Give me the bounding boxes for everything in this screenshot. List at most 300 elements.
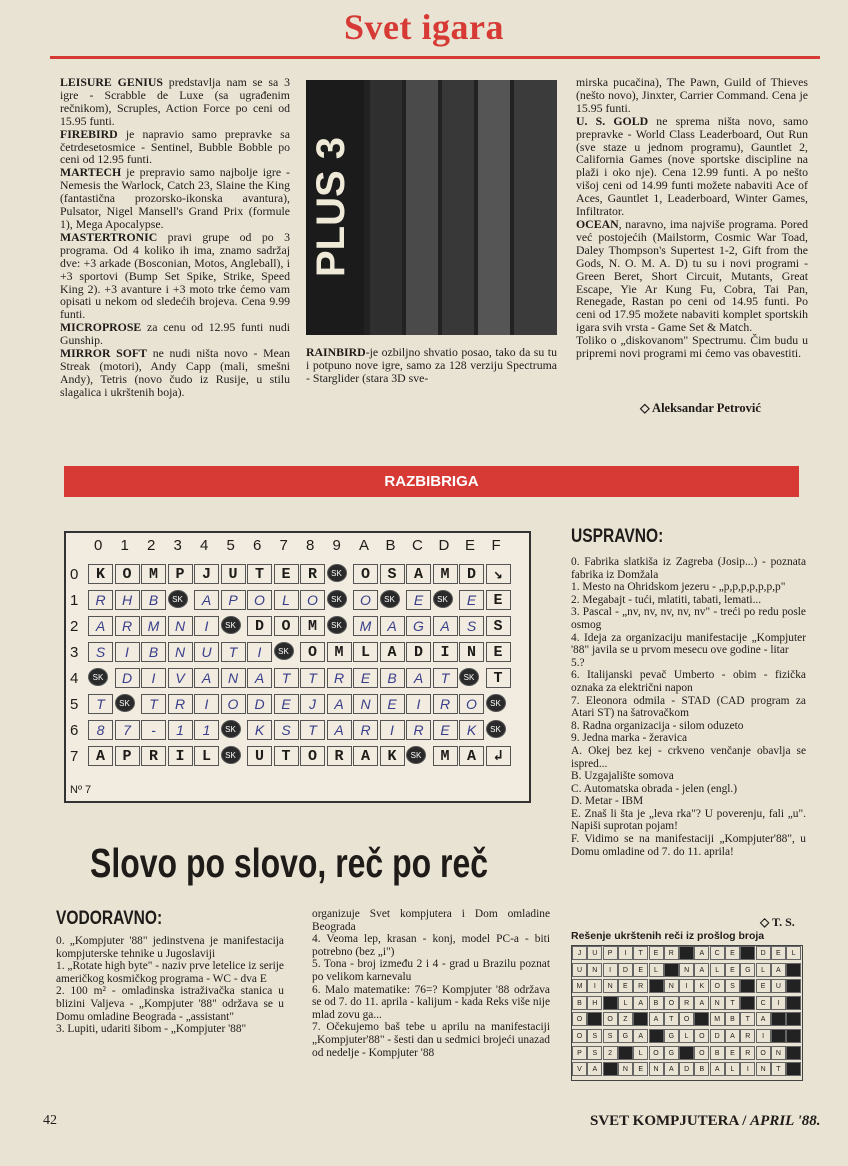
footer-magazine: SVET KOMPJUTERA / APRIL '88. [590, 1113, 821, 1129]
crossword-black-cell: SK [88, 668, 108, 686]
solution-cell: N [603, 979, 618, 993]
crossword-cell: P [221, 590, 246, 610]
crossword-cell: 1 [168, 720, 193, 740]
solution-cell: H [587, 996, 602, 1010]
crossword-cell: R [141, 746, 166, 766]
solution-cell: A [710, 1062, 725, 1076]
solution-black-cell [649, 1029, 664, 1043]
crossword-cell: G [406, 616, 431, 636]
solution-cell: N [679, 963, 694, 977]
crossword-cell: I [115, 642, 140, 662]
solution-cell: A [633, 1029, 648, 1043]
solution-cell: G [740, 963, 755, 977]
article-author: ◇ Aleksandar Petrović [640, 401, 761, 415]
article-paragraph: U. S. GOLD ne sprema ništa novo, samo prepravke - World Class Leaderboard, Out Run (sve staze u jednom programu), Gauntlet 2, California Games (nove sportske discipline na plaži i oko nje). Cena 12.99 funti. A po nešto višoj ceni od 14.99 funti možete nabaviti Ace of Aces, Gauntlet 1, Leaderboard, Winter Games, Infiltrator. [576, 113, 808, 219]
crossword-cell: T [433, 668, 458, 688]
solution-cell: S [725, 979, 740, 993]
clue-item: A. Okej bez kej - crkveno venčanje obavlja se ispred... [571, 744, 806, 770]
solution-cell: U [587, 946, 602, 960]
solution-cell: G [664, 1046, 679, 1060]
crossword-cell: N [221, 668, 246, 688]
crossword-cell: P [168, 564, 193, 584]
crossword-cell: T [300, 668, 325, 688]
clue-item: 0. „Kompjuter '88" jedinstvena je manifestacija kompjuterske tehnike u Jugoslaviji [56, 935, 284, 960]
solution-cell: E [725, 1046, 740, 1060]
solution-cell: C [756, 996, 771, 1010]
vodoravno-heading: VODORAVNO: [56, 908, 163, 929]
crossword-cell: L [194, 746, 219, 766]
solution-black-cell [786, 1062, 801, 1076]
solution-cell: O [694, 1046, 709, 1060]
solution-cell: E [725, 946, 740, 960]
crossword-black-cell: SK [221, 616, 241, 634]
solution-cell: D [756, 946, 771, 960]
crossword-cell: I [168, 746, 193, 766]
solution-cell: E [756, 979, 771, 993]
crossword-cell: U [194, 642, 219, 662]
solution-title: Rešenje ukrštenih reči iz prošlog broja [571, 930, 765, 942]
crossword-cell: T [221, 642, 246, 662]
crossword-black-cell: SK [115, 694, 135, 712]
crossword-cell: D [406, 642, 431, 662]
solution-cell: I [756, 1029, 771, 1043]
crossword-cell: A [194, 668, 219, 688]
solution-cell: L [618, 996, 633, 1010]
crossword-cell: R [327, 746, 352, 766]
crossword-row-index: 6 [70, 722, 79, 739]
crossword-black-cell: SK [274, 642, 294, 660]
solution-cell: E [633, 963, 648, 977]
crossword-cell: O [459, 694, 484, 714]
solution-cell: S [603, 1029, 618, 1043]
crossword-cell: R [88, 590, 113, 610]
crossword-black-cell: SK [327, 590, 347, 608]
crossword-cell: T [486, 668, 511, 688]
crossword-col-index: 8 [306, 537, 315, 554]
crossword-col-index: E [465, 537, 476, 554]
crossword-col-index: 0 [94, 537, 103, 554]
crossword-cell: I [194, 616, 219, 636]
solution-cell: O [572, 1012, 587, 1026]
crossword-cell: E [274, 564, 299, 584]
crossword-cell: K [88, 564, 113, 584]
solution-cell: L [725, 1062, 740, 1076]
crossword-cell: S [274, 720, 299, 740]
solution-cell: D [710, 1029, 725, 1043]
crossword-cell: I [141, 668, 166, 688]
solution-cell: O [603, 1012, 618, 1026]
clue-item: D. Metar - IBM [571, 795, 644, 808]
vodoravno-column-1 [56, 935, 284, 1036]
crossword-number: Nº 7 [70, 784, 92, 796]
crossword-cell: N [168, 616, 193, 636]
crossword-cell: O [221, 694, 246, 714]
crossword-cell: 1 [194, 720, 219, 740]
title-rule [50, 56, 820, 59]
clue-item: 1. „Rotate high byte" - naziv prve letelice iz serije američkog kosmičkog programa - WC - dva E [56, 960, 284, 985]
crossword-cell: O [300, 746, 325, 766]
crossword-row-index: 1 [70, 592, 79, 609]
clue-item: organizuje Svet kompjutera i Dom omladine Beograda [312, 908, 550, 933]
crossword-cell: B [141, 642, 166, 662]
solution-cell: T [633, 946, 648, 960]
solution-cell: N [710, 996, 725, 1010]
solution-cell: R [664, 946, 679, 960]
solution-cell: K [694, 979, 709, 993]
solution-cell: U [771, 979, 786, 993]
section-banner: RAZBIBRIGA [64, 466, 799, 497]
crossword-cell: L [274, 590, 299, 610]
solution-cell: P [603, 946, 618, 960]
puzzle-title: Slovo po slovo, reč po reč [90, 840, 489, 886]
crossword-cell: K [247, 720, 272, 740]
solution-cell: S [587, 1029, 602, 1043]
solution-black-cell [618, 1046, 633, 1060]
crossword-cell: O [247, 590, 272, 610]
crossword-row-index: 5 [70, 696, 79, 713]
crossword-cell: A [433, 616, 458, 636]
clue-item: B. Uzgajalište somova [571, 770, 674, 783]
solution-cell: D [679, 1062, 694, 1076]
solution-cell: U [572, 963, 587, 977]
clue-item: 5. Tona - broj između 2 i 4 - grad u Brazilu poznat po velikom karnevalu [312, 958, 550, 983]
crossword-cell: - [141, 720, 166, 740]
crossword-cell: A [406, 564, 431, 584]
crossword-row-index: 3 [70, 644, 79, 661]
crossword-cell: A [88, 616, 113, 636]
crossword-cell: T [274, 668, 299, 688]
solution-cell: T [771, 1062, 786, 1076]
solution-cell: T [725, 996, 740, 1010]
solution-cell: R [633, 979, 648, 993]
crossword-cell: E [274, 694, 299, 714]
clue-item: 1. Mesto na Ohridskom jezeru - „p,p,p,p,p,p,p" [571, 581, 786, 594]
solution-black-cell [664, 963, 679, 977]
crossword-cell: H [115, 590, 140, 610]
crossword-cell: M [353, 616, 378, 636]
solution-black-cell [786, 1012, 801, 1026]
crossword-cell: U [221, 564, 246, 584]
article-paragraph: LEISURE GENIUS predstavlja nam se sa 3 igre - Scrabble de Luxe (sa ugrađenim rečnikom), Scruples, Action Force po ceni od 15.95 funti. [60, 75, 290, 128]
clue-item: 0. Fabrika slatkiša iz Zagreba (Josip...) - poznata fabrika iz Domžala [571, 556, 806, 581]
crossword-black-cell: SK [327, 564, 347, 582]
crossword-col-index: 6 [253, 537, 262, 554]
article-paragraph: MIRROR SOFT ne nudi ništa novo - Mean Streak (motori), Andy Capp (mali, smešni Andy), Tetris (novo čudo iz Rusije, u stilu slagalica i ukrštenih boja). [60, 346, 290, 399]
solution-black-cell [694, 1012, 709, 1026]
solution-cell: B [710, 1046, 725, 1060]
solution-cell: L [710, 963, 725, 977]
crossword-cell: A [353, 746, 378, 766]
solution-cell: T [740, 1012, 755, 1026]
crossword-cell: E [486, 590, 511, 610]
crossword-cell: E [433, 720, 458, 740]
solution-cell: N [771, 1046, 786, 1060]
solution-cell: E [618, 979, 633, 993]
solution-cell: R [740, 1029, 755, 1043]
crossword-col-index: F [491, 537, 501, 554]
solution-cell: P [572, 1046, 587, 1060]
crossword-cell: A [327, 720, 352, 740]
crossword-cell: M [141, 564, 166, 584]
solution-black-cell [603, 996, 618, 1010]
crossword-cell: D [247, 694, 272, 714]
clue-item: 5.? [571, 656, 585, 669]
crossword-cell: R [433, 694, 458, 714]
solution-cell: A [694, 963, 709, 977]
solution-cell: N [587, 963, 602, 977]
crossword-cell: T [274, 746, 299, 766]
crossword-cell: M [300, 616, 325, 636]
crossword-cell: O [115, 564, 140, 584]
clue-item: C. Automatska obrada - jelen (engl.) [571, 782, 738, 795]
crossword-col-index: 3 [173, 537, 182, 554]
crossword-row-index: 0 [70, 566, 79, 583]
solution-black-cell [740, 979, 755, 993]
clue-item: 7. Očekujemo baš tebe u aprilu na manifestaciji „Kompjuter'88" - šesti dan u sedmici brojeći unazad od nedelje - Kompjuter '88 [312, 1021, 550, 1059]
solution-cell: L [756, 963, 771, 977]
crossword-cell: E [459, 590, 484, 610]
crossword-col-index: A [359, 537, 370, 554]
crossword-cell: S [459, 616, 484, 636]
crossword-cell: E [353, 668, 378, 688]
solution-cell: I [618, 946, 633, 960]
crossword-cell: ↲ [486, 746, 511, 766]
vodoravno-column-2 [312, 908, 550, 1059]
crossword-col-index: 5 [226, 537, 235, 554]
crossword-row-index: 2 [70, 618, 79, 635]
crossword-cell: S [486, 616, 511, 636]
crossword-col-index: 4 [200, 537, 209, 554]
crossword-cell: A [247, 668, 272, 688]
solution-cell: L [786, 946, 801, 960]
crossword-cell: I [247, 642, 272, 662]
crossword-cell: K [380, 746, 405, 766]
solution-black-cell [740, 996, 755, 1010]
crossword-cell: E [380, 694, 405, 714]
solution-cell: L [649, 963, 664, 977]
clue-item: 4. Veoma lep, krasan - konj, model PC-a - biti potrebno (bez „i") [312, 933, 550, 958]
solution-cell: B [725, 1012, 740, 1026]
clue-item: 8. Radna organizacija - silom oduzeto [571, 719, 744, 732]
solution-cell: R [740, 1046, 755, 1060]
solution-cell: A [725, 1029, 740, 1043]
crossword-cell: M [141, 616, 166, 636]
crossword-black-cell: SK [327, 616, 347, 634]
crossword-cell: O [300, 590, 325, 610]
solution-cell: C [710, 946, 725, 960]
solution-cell: 2 [603, 1046, 618, 1060]
crossword-cell: A [327, 694, 352, 714]
crossword-cell: J [300, 694, 325, 714]
article-paragraph: MARTECH je prepravio samo najbolje igre - Nemesis the Warlock, Catch 23, Slaine the King (fantastična prozorsko-ikonska avantura), Pulsator, Nigel Mansell's Grand Prix (formule 1), Mega Apocalypse. [60, 165, 290, 231]
article-paragraph: OCEAN, naravno, ima najviše programa. Pored već postojećih (Mailstorm, Cosmic War Toad, Daley Thompson's Supertest 1-2, Gift from the Gods, N. O. M. A. D) tu su i novi programi - Green Beret, Short Circuit, Mutants, Great Escape, Yie Ar Kung Fu, Cobra, Tai Pan, Renegade, Rastan po ceni od 14.95 funti. Po ceni od 17.95 možete nabaviti komplet sportskih igara svih vrsta - Game Set & Match. [576, 216, 808, 335]
solution-cell: N [649, 1062, 664, 1076]
solution-cell: O [679, 1012, 694, 1026]
clue-item: 2. Megabajt - tući, mlatiti, tabati, lemati... [571, 593, 762, 606]
solution-cell: O [572, 1029, 587, 1043]
solution-cell: J [572, 946, 587, 960]
crossword-cell: O [300, 642, 325, 662]
solution-cell: E [725, 963, 740, 977]
crossword-cell: T [141, 694, 166, 714]
solution-cell: A [633, 996, 648, 1010]
crossword-cell: A [459, 746, 484, 766]
solution-cell: I [740, 1062, 755, 1076]
crossword-cell: R [327, 668, 352, 688]
crossword-black-cell: SK [486, 720, 506, 738]
crossword-black-cell: SK [168, 590, 188, 608]
solution-cell: Z [618, 1012, 633, 1026]
solution-cell: N [756, 1062, 771, 1076]
solution-cell: E [771, 946, 786, 960]
solution-cell: N [618, 1062, 633, 1076]
solution-black-cell [603, 1062, 618, 1076]
solution-black-cell [587, 1012, 602, 1026]
solution-cell: L [633, 1046, 648, 1060]
crossword-cell: A [406, 668, 431, 688]
crossword-black-cell: SK [433, 590, 453, 608]
crossword-row-index: 4 [70, 670, 79, 687]
crossword-cell: T [300, 720, 325, 740]
solution-cell: L [679, 1029, 694, 1043]
crossword-cell: B [141, 590, 166, 610]
solution-cell: M [572, 979, 587, 993]
magazine-name: SVET KOMPJUTERA [590, 1113, 739, 1129]
solution-cell: D [618, 963, 633, 977]
solution-black-cell [679, 1046, 694, 1060]
solution-black-cell [649, 979, 664, 993]
solution-cell: O [756, 1046, 771, 1060]
article-paragraph: FIREBIRD je napravio samo prepravke sa četrdesetosmice - Sentinel, Bubble Bobble po ceni od 12.95 funti. [60, 126, 290, 167]
crossword-black-cell: SK [459, 668, 479, 686]
crossword-cell: O [353, 590, 378, 610]
page-number: 42 [43, 1113, 57, 1128]
crossword-col-index: 1 [120, 537, 129, 554]
article-paragraph: MASTERTRONIC pravi grupe od po 3 programa. Od 4 koliko ih ima, znamo sadržaj dve: +3 arkade (Bosconian, Motos, Angleball), i +3 sportovi (Bump Set Spike, Strike, Speed King 2). +3 avanture i +3 moto trke ćemo vam opisati u nekom od sledećih brojeva. Cena 9.99 funti. [60, 229, 290, 322]
crossword-cell: D [247, 616, 272, 636]
crossword-cell: I [380, 720, 405, 740]
crossword-cell: R [168, 694, 193, 714]
solution-black-cell [633, 1012, 648, 1026]
solution-cell: I [679, 979, 694, 993]
article-paragraph: RAINBIRD-je ozbiljno shvatio posao, tako da su tu i potpuno nove igre, samo za 128 verziju Spectruma - Starglider (stara 3D sve- [306, 345, 557, 385]
solution-cell: N [664, 979, 679, 993]
crossword-cell: D [115, 668, 140, 688]
crossword-black-cell: SK [221, 720, 241, 738]
solution-cell: B [649, 996, 664, 1010]
issue-date: APRIL '88. [750, 1113, 821, 1129]
clue-item: 6. Malo matematike: 76=? Kompjuter '88 održava se od 7. do 11. aprila - kalijum - kada Reks više nije mlad zovu ga... [312, 983, 550, 1021]
crossword-cell: A [88, 746, 113, 766]
solution-cell: E [649, 946, 664, 960]
solution-cell: I [603, 963, 618, 977]
uspravno-author: ◇ T. S. [760, 915, 795, 929]
crossword-cell: E [406, 590, 431, 610]
crossword-cell: T [247, 564, 272, 584]
solution-cell: B [694, 1062, 709, 1076]
solution-cell: V [572, 1062, 587, 1076]
crossword-cell: A [380, 616, 405, 636]
crossword-black-cell: SK [380, 590, 400, 608]
crossword-cell: S [380, 564, 405, 584]
crossword-cell: R [406, 720, 431, 740]
uspravno-list [571, 556, 806, 858]
crossword-col-index: B [385, 537, 396, 554]
crossword-cell: B [380, 668, 405, 688]
solution-black-cell [771, 1012, 786, 1026]
crossword-cell: M [327, 642, 352, 662]
crossword-cell: L [353, 642, 378, 662]
crossword-col-index: D [438, 537, 450, 554]
crossword-cell: T [88, 694, 113, 714]
crossword-cell: 7 [115, 720, 140, 740]
solution-black-cell [786, 979, 801, 993]
crossword-col-index: 2 [147, 537, 156, 554]
crossword-cell: D [459, 564, 484, 584]
crossword-cell: R [300, 564, 325, 584]
crossword-cell: O [353, 564, 378, 584]
crossword-cell: U [247, 746, 272, 766]
solution-black-cell [740, 946, 755, 960]
solution-cell: I [587, 979, 602, 993]
crossword-cell: O [274, 616, 299, 636]
solution-black-cell [786, 1046, 801, 1060]
clue-item: 4. Ideja za organizaciju manifestacije „Kompjuter '88" javila se u prvom mesecu ove godine - litar [571, 631, 806, 657]
crossword-cell: 8 [88, 720, 113, 740]
article-paragraph: Toliko o „diskovanom" Spectrumu. Čim budu u pripremi novi programi mi ćemo vas obavestiti. [576, 333, 808, 361]
solution-cell: O [710, 979, 725, 993]
solution-cell: B [572, 996, 587, 1010]
crossword-cell: N [353, 694, 378, 714]
article-column-2 [306, 346, 557, 385]
solution-cell: A [694, 996, 709, 1010]
crossword-cell: ↘ [486, 564, 511, 584]
solution-black-cell [786, 996, 801, 1010]
solution-cell: R [679, 996, 694, 1010]
solution-cell: O [649, 1046, 664, 1060]
crossword-cell: K [459, 720, 484, 740]
crossword-col-index: 9 [332, 537, 341, 554]
crossword-cell: M [433, 564, 458, 584]
plus3-photo [306, 80, 557, 335]
crossword-col-index: C [412, 537, 423, 554]
clue-item: 3. Lupiti, udariti šibom - „Kompjuter '88" [56, 1023, 247, 1036]
crossword-cell: A [194, 590, 219, 610]
solution-cell: A [756, 1012, 771, 1026]
crossword-cell: R [115, 616, 140, 636]
solution-cell: A [694, 946, 709, 960]
crossword-col-index: 7 [279, 537, 288, 554]
crossword-cell: R [353, 720, 378, 740]
crossword-cell: I [433, 642, 458, 662]
solution-black-cell [679, 946, 694, 960]
article-column-1 [60, 76, 290, 399]
solution-cell: G [664, 1029, 679, 1043]
clue-item: 9. Jedna marka - žeravica [571, 732, 688, 745]
solution-black-cell [771, 1029, 786, 1043]
solution-cell: A [664, 1062, 679, 1076]
crossword-cell: J [194, 564, 219, 584]
solution-cell: A [587, 1062, 602, 1076]
crossword-cell: A [380, 642, 405, 662]
uspravno-heading: USPRAVNO: [571, 526, 664, 547]
crossword-row-index: 7 [70, 748, 79, 765]
solution-cell: G [618, 1029, 633, 1043]
crossword-black-cell: SK [221, 746, 241, 764]
solution-black-cell [786, 1029, 801, 1043]
solution-black-cell [786, 963, 801, 977]
crossword-cell: N [459, 642, 484, 662]
